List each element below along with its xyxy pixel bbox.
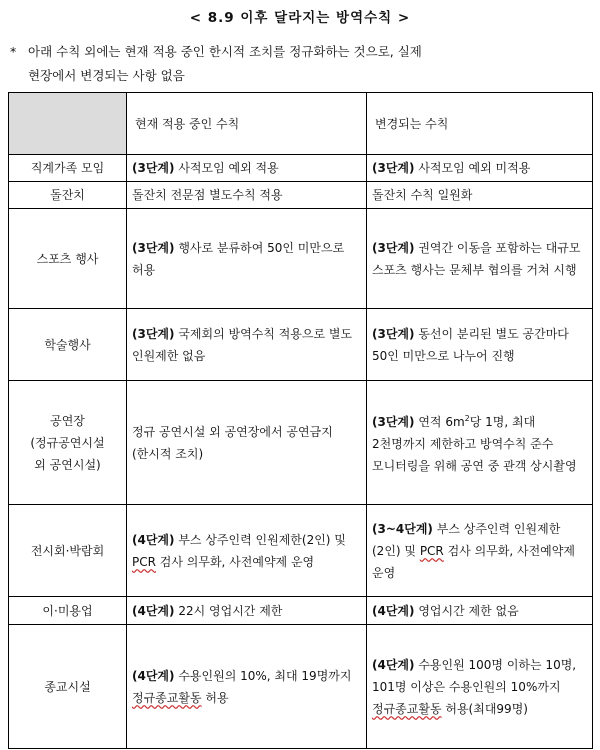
quarantine-rules-table: [8, 92, 593, 749]
row-changed: [367, 182, 593, 209]
underlined-term: 정규종교활동: [132, 690, 202, 705]
table-row: [9, 505, 593, 597]
rule-text: 허용(최대99명): [441, 701, 528, 716]
row-changed: [367, 155, 593, 182]
stage-label: (3단계): [132, 326, 175, 341]
rule-text: 허용: [201, 690, 229, 705]
document-title: < 8.9 이후 달라지는 방역수칙 >: [189, 10, 411, 26]
row-category: 이·미용업: [9, 597, 127, 625]
rule-text: 수용인원 100명 이하는 10명, 101명 이상은 수용인원의 10%까지: [372, 657, 577, 694]
rule-text: 행사로 분류하여 50인 미만으로 허용: [132, 240, 345, 277]
rule-text: 검사 의무화, 사전예약제 운영: [155, 554, 315, 569]
row-current: [127, 182, 367, 209]
header-current: 현재 적용 중인 수칙: [127, 93, 367, 155]
category-line: (정규공연시설: [30, 435, 105, 450]
rule-text: 22시 영업시간 제한: [178, 603, 283, 618]
rule-text: 정규 공연시설 외 공연장에서 공연금지(한시적 조치): [132, 424, 333, 461]
stage-label: (3단계): [372, 326, 415, 341]
header-category: [9, 93, 127, 155]
row-category: 학술행사: [9, 309, 127, 381]
table-row: [9, 155, 593, 182]
stage-label: (3단계): [372, 161, 415, 175]
superscript: 2: [464, 414, 470, 423]
rule-text: 당 1명, 최대 2천명까지 제한하고 방역수칙 준수 모니터링을 위해 공연 중 관객 상시촬영: [372, 415, 577, 473]
category-line: 공연장: [50, 413, 85, 428]
stage-label: (4단계): [132, 532, 175, 547]
row-changed: [367, 625, 593, 749]
rule-text: 수용인원의 10%, 최대 19명까지: [178, 668, 352, 683]
rule-text-prefix: 연적 6m: [418, 415, 465, 429]
stage-label: (4단계): [372, 657, 415, 672]
stage-label: (3단계): [132, 161, 175, 175]
rule-text: 돌잔치 수칙 일원화: [372, 188, 473, 202]
row-category: 직계가족 모임: [9, 155, 127, 182]
stage-label: (4단계): [132, 603, 175, 618]
row-category: 스포츠 행사: [9, 209, 127, 309]
stage-label: (4단계): [372, 603, 415, 618]
underlined-term: PCR: [419, 543, 444, 558]
category-line: 외 공연시설): [34, 457, 101, 472]
rule-text: 동선이 분리된 별도 공간마다 50인 미만으로 나누어 진행: [372, 326, 569, 363]
row-current: [127, 505, 367, 597]
rule-text: 사적모임 예외 적용: [178, 161, 279, 175]
underlined-term: 정규종교활동: [372, 701, 442, 716]
row-category: 종교시설: [9, 625, 127, 749]
row-changed: [367, 209, 593, 309]
table-row: [9, 625, 593, 749]
table-row: [9, 209, 593, 309]
table-row: [9, 597, 593, 625]
row-current: [127, 155, 367, 182]
row-changed: [367, 505, 593, 597]
stage-label: (4단계): [132, 668, 175, 683]
rule-text: 부스 상주인력 인원제한(2인) 및: [372, 521, 561, 558]
rule-text: 영업시간 제한 없음: [418, 603, 519, 618]
rule-text: 사적모임 예외 미적용: [418, 161, 531, 175]
note-line-1: 아래 수칙 외에는 현재 적용 중인 한시적 조치를 정규화하는 것으로, 실제: [28, 44, 422, 59]
note-paragraph: [10, 40, 590, 88]
stage-label: (3단계): [372, 415, 415, 429]
rule-text: 국제회의 방역수칙 적용으로 별도 인원제한 없음: [132, 326, 353, 363]
header-changed: 변경되는 수칙: [367, 93, 593, 155]
row-current: [127, 597, 367, 625]
underlined-term: PCR: [132, 554, 156, 569]
rule-text: 권역간 이동을 포함하는 대규모 스포츠 행사는 문체부 협의를 거쳐 시행: [372, 240, 581, 277]
row-category: 돌잔치: [9, 182, 127, 209]
row-current: [127, 209, 367, 309]
table-row: [9, 381, 593, 505]
row-category: [9, 381, 127, 505]
row-changed: [367, 597, 593, 625]
row-category: 전시회·박람회: [9, 505, 127, 597]
rule-text: 돌잔치 전문점 별도수칙 적용: [132, 188, 283, 202]
row-changed: [367, 381, 593, 505]
row-changed: [367, 309, 593, 381]
row-current: [127, 625, 367, 749]
row-current: [127, 309, 367, 381]
stage-label: (3단계): [372, 240, 415, 255]
stage-label: (3~4단계): [372, 521, 433, 536]
rule-text: 검사 의무화, 사전예약제 운영: [372, 543, 575, 580]
note-line-2: 현장에서 변경되는 사항 없음: [28, 68, 185, 83]
note-marker: *: [10, 44, 17, 59]
table-row: [9, 182, 593, 209]
table-header-row: [9, 93, 593, 155]
row-current: [127, 381, 367, 505]
stage-label: (3단계): [132, 240, 175, 255]
rule-text: 부스 상주인력 인원제한(2인) 및: [178, 532, 346, 547]
table-row: [9, 309, 593, 381]
